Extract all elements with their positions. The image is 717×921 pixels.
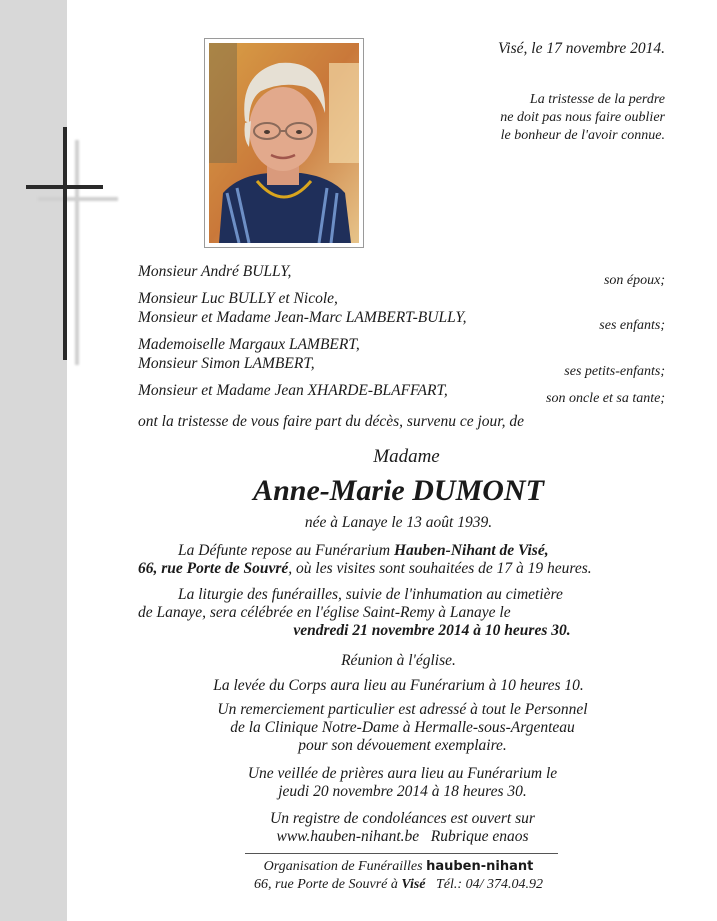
footer-organisation: [40, 859, 717, 875]
thanks-line: pour son dévouement exemplaire.: [298, 737, 507, 754]
brand-logo: hauben-nihant: [426, 859, 534, 874]
deceased-title: Madame: [373, 446, 440, 467]
liturgy-paragraph: [138, 586, 666, 640]
vigil-line: Une veillée de prières aura lieu au Funérarium le: [247, 765, 558, 782]
quote-line: La tristesse de la perdre: [529, 92, 665, 107]
register-line: Un registre de condoléances est ouvert sur: [270, 810, 535, 827]
portrait-frame: [204, 38, 364, 248]
levee-info: La levée du Corps aura lieu au Funérarium à 10 heures 10.: [213, 677, 584, 694]
register-url[interactable]: www.hauben-nihant.be: [276, 828, 420, 845]
notice-date: Visé, le 17 novembre 2014.: [497, 40, 665, 57]
family-name: Monsieur et Madame Jean XHARDE-BLAFFART,: [138, 382, 448, 399]
thanks-line: de la Clinique Notre-Dame à Hermalle-sous-Argenteau: [230, 719, 575, 736]
cross-icon-horizontal: [26, 185, 103, 189]
family-name: Monsieur André BULLY,: [138, 263, 292, 280]
rest-text: La Défunte repose au Funérarium: [178, 542, 394, 559]
family-relation: son époux;: [603, 273, 665, 288]
cross-shadow-horizontal: [38, 197, 118, 201]
family-name: Monsieur Luc BULLY et Nicole,: [138, 290, 338, 307]
liturgy-line: de Lanaye, sera célébrée en l'église Saint-Remy à Lanaye le: [138, 604, 511, 621]
family-relation: ses petits-enfants;: [564, 364, 665, 379]
portrait-photo: [209, 43, 359, 243]
quote-line: ne doit pas nous faire oublier: [500, 110, 665, 125]
family-name: Mademoiselle Margaux LAMBERT,: [138, 336, 360, 353]
meeting-place: Réunion à l'église.: [341, 652, 456, 669]
visiting-hours: , où les visites sont souhaitées de 17 à 19 heures.: [288, 560, 592, 577]
deceased-name: Anne-Marie DUMONT: [253, 474, 544, 507]
vigil-paragraph: [182, 765, 623, 801]
footer-phone: Tél.: 04/ 374.04.92: [436, 877, 543, 892]
register-paragraph: [182, 810, 623, 846]
cross-icon-vertical: [63, 127, 67, 360]
footer-org-label: Organisation de Funérailles: [263, 859, 423, 874]
register-section: Rubrique enaos: [430, 828, 529, 845]
thanks-line: Un remerciement particulier est adressé à tout le Personnel: [217, 701, 588, 718]
vigil-line: jeudi 20 novembre 2014 à 18 heures 30.: [278, 783, 527, 800]
footer-city: Visé: [401, 877, 426, 892]
thanks-paragraph: [182, 701, 623, 755]
funeral-home-name: Hauben-Nihant de Visé,: [393, 542, 549, 559]
family-name: Monsieur et Madame Jean-Marc LAMBERT-BULLY,: [138, 309, 467, 326]
family-relation: son oncle et sa tante;: [546, 391, 665, 406]
footer-address-text: 66, rue Porte de Souvré à: [254, 877, 402, 892]
cross-shadow-vertical: [75, 140, 79, 365]
rest-paragraph: [138, 542, 666, 578]
family-relation: ses enfants;: [599, 318, 665, 333]
footer-address: [40, 877, 717, 893]
announcement: ont la tristesse de vous faire part du décès, survenu ce jour, de: [138, 413, 525, 430]
ceremony-datetime: vendredi 21 novembre 2014 à 10 heures 30.: [293, 622, 571, 639]
liturgy-line: La liturgie des funérailles, suivie de l'inhumation au cimetière: [178, 586, 563, 603]
footer-divider: [245, 853, 558, 854]
birth-info: née à Lanaye le 13 août 1939.: [304, 514, 493, 531]
quote-line: le bonheur de l'avoir connue.: [500, 128, 665, 143]
family-name: Monsieur Simon LAMBERT,: [138, 355, 315, 372]
memorial-quote: [500, 91, 665, 145]
funeral-home-address: 66, rue Porte de Souvré: [138, 560, 289, 577]
